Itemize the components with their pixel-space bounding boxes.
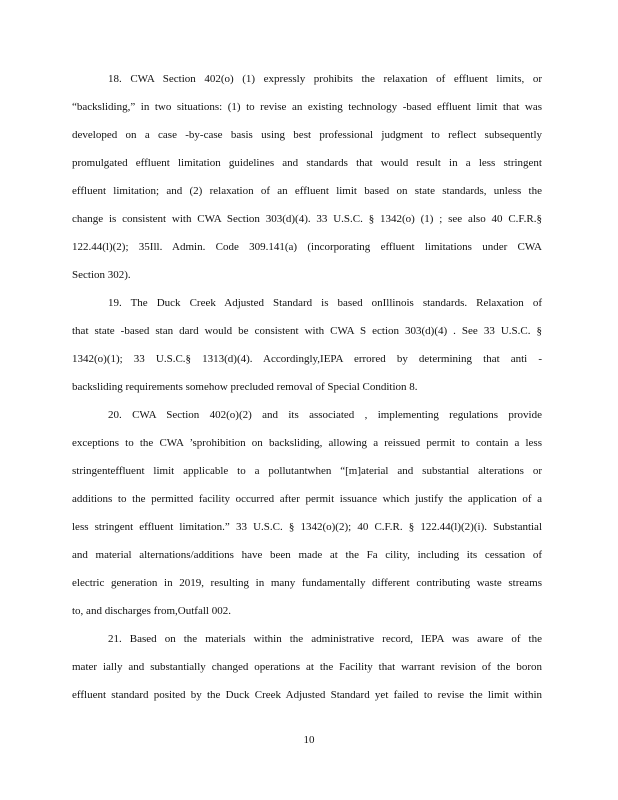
paragraph-18-line-3: developed on a case -by-case basis using best professional judgment to reflect subsequently (72, 129, 542, 141)
paragraph-20-line-5: less stringent effluent limitation.” 33 U.S.C. § 1342(o)(2); 40 C.F.R. § 122.44(l)(2)(i). Substantial (72, 521, 542, 533)
paragraph-19-line-4: backsliding requirements somehow precluded removal of Special Condition 8. (72, 381, 418, 393)
paragraph-18-line-5: effluent limitation; and (2) relaxation of an effluent limit based on state standards, unless the (72, 185, 542, 197)
paragraph-20-line-6: and material alternations/additions have been made at the Fa cility, including its cessation of (72, 549, 542, 561)
paragraph-20-line-3: stringenteffluent limit applicable to a pollutantwhen “[m]aterial and substantial alterations or (72, 465, 542, 477)
paragraph-20-line-1: 20. CWA Section 402(o)(2) and its associated , implementing regulations provide (108, 409, 542, 421)
paragraph-19-line-1: 19. The Duck Creek Adjusted Standard is based onIllinois standards. Relaxation of (108, 297, 542, 309)
paragraph-19-line-3: 1342(o)(1); 33 U.S.C.§ 1313(d)(4). Accordingly,IEPA errored by determining that anti - (72, 353, 542, 365)
paragraph-18-line-1: 18. CWA Section 402(o) (1) expressly prohibits the relaxation of effluent limits, or (108, 73, 542, 85)
paragraph-21-line-3: effluent standard posited by the Duck Creek Adjusted Standard yet failed to revise the limit within (72, 689, 542, 701)
paragraph-21-line-2: mater ially and substantially changed operations at the Facility that warrant revision of the boron (72, 661, 542, 673)
paragraph-18-line-7: 122.44(l)(2); 35Ill. Admin. Code 309.141(a) (incorporating effluent limitations under CWA (72, 241, 542, 253)
paragraph-20-line-2: exceptions to the CWA ’sprohibition on backsliding, allowing a reissued permit to contain a less (72, 437, 542, 449)
page-number: 10 (303, 734, 315, 746)
paragraph-18-line-4: promulgated effluent limitation guidelines and standards that would result in a less stringent (72, 157, 542, 169)
paragraph-20-line-4: additions to the permitted facility occurred after permit issuance which justify the application of a (72, 493, 542, 505)
paragraph-19-line-2: that state -based stan dard would be consistent with CWA S ection 303(d)(4) . See 33 U.S.C. § (72, 325, 542, 337)
paragraph-21-line-1: 21. Based on the materials within the administrative record, IEPA was aware of the (108, 633, 542, 645)
paragraph-20-line-7: electric generation in 2019, resulting in many fundamentally different contributing waste streams (72, 577, 542, 589)
paragraph-18-line-8: Section 302). (72, 269, 131, 281)
paragraph-20-line-8: to, and discharges from,Outfall 002. (72, 605, 231, 617)
paragraph-18-line-6: change is consistent with CWA Section 303(d)(4). 33 U.S.C. § 1342(o) (1) ; see also 40 C.F.R.§ (72, 213, 542, 225)
paragraph-18-line-2: “backsliding,” in two situations: (1) to revise an existing technology -based effluent limit that was (72, 101, 542, 113)
